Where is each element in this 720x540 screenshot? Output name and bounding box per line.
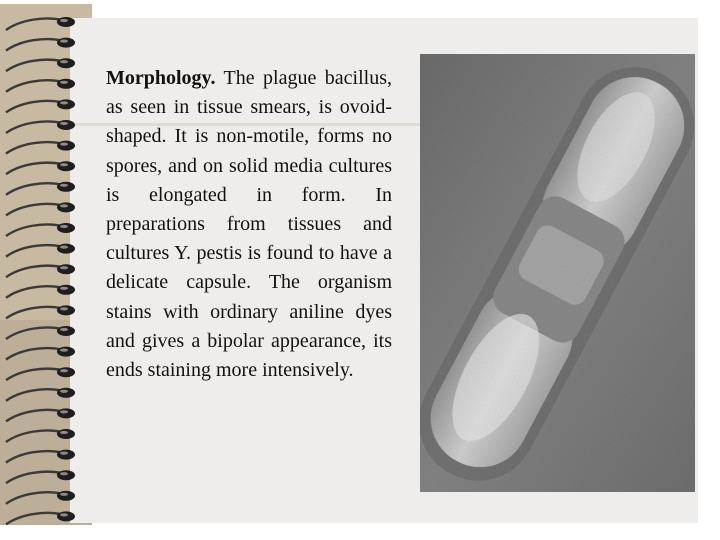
slide-body-text [106,64,392,385]
spiral-ring [6,472,62,484]
binding-hole [57,470,75,480]
binding-hole [57,223,75,233]
ring-shine [60,390,68,393]
binding-hole [57,450,75,460]
spiral-ring [6,121,62,133]
spiral-ring [6,430,62,442]
heading-term: Morphology. [106,67,216,89]
spiral-ring [6,163,62,175]
ring-shine [60,452,68,455]
binding-hole [57,161,75,171]
ring-shine [60,143,68,146]
spiral-ring [6,142,62,154]
ring-shine [60,204,68,207]
spiral-ring [6,60,62,72]
binding-hole [57,38,75,48]
ring-shine [60,101,68,104]
ring-shine [60,328,68,331]
ring-shine [60,81,68,84]
ring-shine [60,349,68,352]
binding-hole [57,182,75,192]
spiral-ring [6,348,62,360]
spiral-ring [6,18,62,30]
binding-hole [57,347,75,357]
binding-hole [57,264,75,274]
ring-shine [60,40,68,43]
binding-hole [57,120,75,130]
binding-hole [57,305,75,315]
spiral-ring [6,101,62,113]
bacillus-micrograph-icon [420,54,695,492]
ring-shine [60,163,68,166]
binding-hole [57,202,75,212]
spiral-ring [6,245,62,257]
binding-hole [57,285,75,295]
spiral-ring [6,451,62,463]
binding-hole [57,388,75,398]
spiral-ring [6,513,62,525]
binding-hole [57,79,75,89]
spiral-ring [6,266,62,278]
binding-hole [57,58,75,68]
binding-hole [57,367,75,377]
ring-shine [60,122,68,125]
ring-shine [60,513,68,516]
spiral-ring [6,204,62,216]
spiral-ring [6,224,62,236]
spiral-ring [6,307,62,319]
spiral-ring [6,492,62,504]
spiral-ring [6,286,62,298]
ring-shine [60,266,68,269]
spiral-binding-icon [0,0,92,540]
ring-shine [60,472,68,475]
binding-hole [57,491,75,501]
binding-hole [57,17,75,27]
spiral-ring [6,369,62,381]
body-paragraph: The plague bacillus, as seen in tissue smears, is ovoid-shaped. It is non-motile, forms no spores, and on solid media cultures is elongated in form. In preparations from tissues and cultures Y. pestis is found to have a delicate capsule. The organism stains with ordinary aniline dyes and gives a bipolar appearance, its ends staining more intensively. [106,67,392,382]
ring-shine [60,493,68,496]
binding-hole [57,511,75,521]
ring-shine [60,60,68,63]
binding-hole [57,99,75,109]
ring-shine [60,410,68,413]
spiral-ring [6,327,62,339]
binding-hole [57,408,75,418]
ring-shine [60,246,68,249]
spiral-ring [6,80,62,92]
ring-shine [60,225,68,228]
binding-hole [57,244,75,254]
ring-shine [60,307,68,310]
ring-shine [60,184,68,187]
binding-hole [57,326,75,336]
spiral-ring [6,389,62,401]
ring-shine [60,431,68,434]
spiral-ring [6,39,62,51]
binding-hole [57,141,75,151]
spiral-ring [6,183,62,195]
binding-hole [57,429,75,439]
ring-shine [60,369,68,372]
ring-shine [60,19,68,22]
ring-shine [60,287,68,290]
spiral-ring [6,410,62,422]
